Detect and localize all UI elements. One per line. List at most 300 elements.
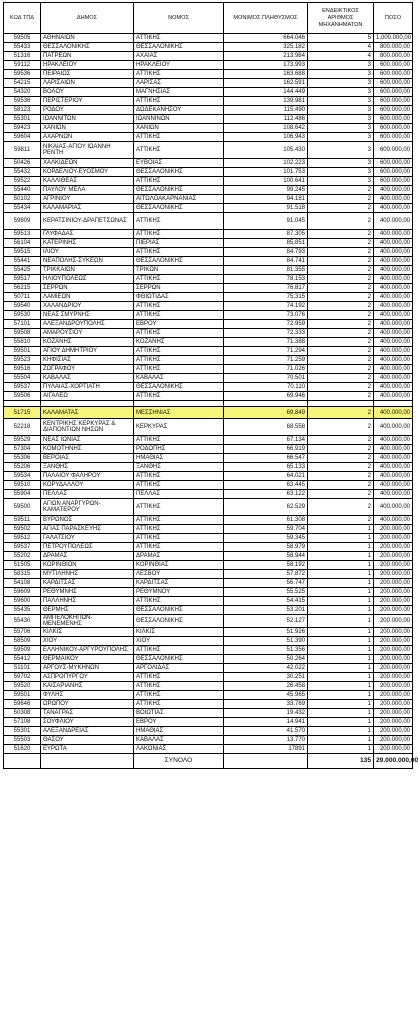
code-cell: 57108 xyxy=(4,718,41,727)
prefecture-cell: ΑΤΤΙΚΗΣ xyxy=(134,70,224,79)
population-cell: 33.769 xyxy=(224,700,308,709)
prefecture-cell: ΘΕΣΣΑΛΟΝΙΚΗΣ xyxy=(134,186,224,195)
amount-cell: 400.000,00 xyxy=(374,383,413,392)
machines-cell: 2 xyxy=(308,356,374,365)
population-cell: 14.941 xyxy=(224,718,308,727)
machines-cell: 2 xyxy=(308,239,374,248)
code-cell: 59809 xyxy=(4,213,41,230)
code-cell: 59702 xyxy=(4,673,41,682)
prefecture-cell: ΤΡΙΚΩΝ xyxy=(134,266,224,275)
population-cell: 55.525 xyxy=(224,588,308,597)
table-row xyxy=(4,177,413,186)
amount-cell: 200.000,00 xyxy=(374,691,413,700)
code-cell: 59516 xyxy=(4,365,41,374)
amount-cell: 600.000,00 xyxy=(374,177,413,186)
prefecture-cell: ΕΒΡΟΥ xyxy=(134,320,224,329)
prefecture-cell: ΑΤΤΙΚΗΣ xyxy=(134,646,224,655)
table-row xyxy=(4,516,413,525)
table-row xyxy=(4,419,413,436)
total-body xyxy=(4,754,418,769)
header-code: ΚΩΔ ΤΠΔ xyxy=(4,3,41,34)
header-municipality: ΔΗΜΟΣ xyxy=(41,3,134,34)
header-machines: ΕΝΔΕΙΚΤΙΚΟΣ ΑΡΙΘΜΟΣ ΜΗΧΑΝΗΜΑΤΩΝ xyxy=(308,3,374,34)
table-row xyxy=(4,534,413,543)
municipality-cell: ΝΕΑΣ ΣΜΥΡΝΗΣ xyxy=(41,311,134,320)
code-cell: 59600 xyxy=(4,597,41,606)
population-cell: 173.993 xyxy=(224,61,308,70)
prefecture-cell: ΘΕΣΣΑΛΟΝΙΚΗΣ xyxy=(134,655,224,664)
population-cell: 85.851 xyxy=(224,239,308,248)
prefecture-cell: ΠΕΛΛΑΣ xyxy=(134,490,224,499)
machines-cell: 1 xyxy=(308,718,374,727)
table-row xyxy=(4,682,413,691)
table-row xyxy=(4,133,413,142)
code-cell: 55440 xyxy=(4,186,41,195)
table-row xyxy=(4,257,413,266)
machines-cell: 2 xyxy=(308,463,374,472)
population-cell: 75.315 xyxy=(224,293,308,302)
amount-cell: 200.000,00 xyxy=(374,736,413,745)
code-cell: 58509 xyxy=(4,637,41,646)
prefecture-cell: ΕΒΡΟΥ xyxy=(134,718,224,727)
table-row xyxy=(4,481,413,490)
prefecture-cell: ΑΤΤΙΚΗΣ xyxy=(134,97,224,106)
amount-cell: 600.000,00 xyxy=(374,168,413,177)
table-row xyxy=(4,718,413,727)
code-cell: 59536 xyxy=(4,70,41,79)
code-cell: 55810 xyxy=(4,338,41,347)
table-row xyxy=(4,213,413,230)
municipality-cell: ΡΕΘΥΜΝΗΣ xyxy=(41,588,134,597)
code-cell: 59530 xyxy=(4,311,41,320)
machines-cell: 2 xyxy=(308,365,374,374)
municipality-cell: ΚΕΝΤΡΙΚΗΣ ΚΕΡΚΥΡΑΣ & ΔΙΑΠΟΝΤΙΩΝ ΝΗΣΩΝ xyxy=(41,419,134,436)
prefecture-cell: ΑΤΤΙΚΗΣ xyxy=(134,543,224,552)
machines-cell: 1 xyxy=(308,561,374,570)
table-row xyxy=(4,70,413,79)
municipality-cell: ΑΜΠΕΛΟΚΗΠΩΝ-ΜΕΝΕΜΕΝΗΣ xyxy=(41,615,134,628)
table-row xyxy=(4,499,413,516)
amount-cell: 200.000,00 xyxy=(374,561,413,570)
population-cell: 30.251 xyxy=(224,673,308,682)
machines-cell: 3 xyxy=(308,115,374,124)
population-cell: 72.333 xyxy=(224,329,308,338)
prefecture-cell: ΑΤΤΙΚΗΣ xyxy=(134,142,224,159)
municipality-cell: ΒΟΛΟΥ xyxy=(41,88,134,97)
municipality-cell: ΙΩΑΝΝΙΤΩΝ xyxy=(41,115,134,124)
table-row xyxy=(4,543,413,552)
municipality-cell: ΜΥΤΙΛΗΝΗΣ xyxy=(41,570,134,579)
prefecture-cell: ΑΤΤΙΚΗΣ xyxy=(134,436,224,445)
header-row xyxy=(4,3,413,34)
machines-cell: 1 xyxy=(308,628,374,637)
prefecture-cell: ΑΙΤΩΛΟΑΚΑΡΝΑΝΙΑΣ xyxy=(134,195,224,204)
code-cell: 52218 xyxy=(4,419,41,436)
machines-cell: 2 xyxy=(308,266,374,275)
prefecture-cell: ΕΥΒΟΙΑΣ xyxy=(134,159,224,168)
amount-cell: 200.000,00 xyxy=(374,570,413,579)
municipality-cell: ΓΛΥΦΑΔΑΣ xyxy=(41,230,134,239)
code-cell: 55706 xyxy=(4,628,41,637)
prefecture-cell: ΔΡΑΜΑΣ xyxy=(134,552,224,561)
table-row xyxy=(4,700,413,709)
machines-cell: 3 xyxy=(308,97,374,106)
machines-cell: 2 xyxy=(308,516,374,525)
code-cell: 55306 xyxy=(4,454,41,463)
population-cell: 19.432 xyxy=(224,709,308,718)
population-cell: 76.817 xyxy=(224,284,308,293)
municipality-cell: ΤΑΝΑΓΡΑΣ xyxy=(41,709,134,718)
table-body-top xyxy=(4,34,413,401)
amount-cell: 200.000,00 xyxy=(374,646,413,655)
amount-cell: 600.000,00 xyxy=(374,106,413,115)
amount-cell: 600.000,00 xyxy=(374,88,413,97)
prefecture-cell: ΚΑΒΑΛΑΣ xyxy=(134,736,224,745)
machines-cell: 1 xyxy=(308,570,374,579)
municipality-cell: ΘΑΣΟΥ xyxy=(41,736,134,745)
table-row xyxy=(4,525,413,534)
population-cell: 70.110 xyxy=(224,383,308,392)
prefecture-cell: ΚΟΖΑΝΗΣ xyxy=(134,338,224,347)
prefecture-cell: ΑΤΤΙΚΗΣ xyxy=(134,700,224,709)
population-cell: 105.430 xyxy=(224,142,308,159)
population-cell: 99.245 xyxy=(224,186,308,195)
amount-cell: 400.000,00 xyxy=(374,329,413,338)
municipality-cell: ΑΓΙΩΝ ΑΝΑΡΓΥΡΩΝ-ΚΑΜΑΤΕΡΟΥ xyxy=(41,499,134,516)
population-cell: 325.182 xyxy=(224,43,308,52)
amount-cell: 400.000,00 xyxy=(374,230,413,239)
table-row xyxy=(4,365,413,374)
prefecture-cell: ΚΟΡΙΝΘΙΑΣ xyxy=(134,561,224,570)
machines-cell: 5 xyxy=(308,34,374,43)
code-cell: 58315 xyxy=(4,570,41,579)
table-row xyxy=(4,552,413,561)
population-cell: 63.122 xyxy=(224,490,308,499)
machines-cell: 2 xyxy=(308,213,374,230)
population-cell: 17891 xyxy=(224,745,308,754)
table-row xyxy=(4,52,413,61)
machines-cell: 1 xyxy=(308,691,374,700)
machines-cell: 1 xyxy=(308,646,374,655)
amount-cell: 400.000,00 xyxy=(374,275,413,284)
population-cell: 144.449 xyxy=(224,88,308,97)
population-cell: 84.741 xyxy=(224,257,308,266)
amount-cell: 600.000,00 xyxy=(374,115,413,124)
amount-cell: 400.000,00 xyxy=(374,257,413,266)
municipality-cell: ΑΛΕΞΑΝΔΡΕΙΑΣ xyxy=(41,727,134,736)
machines-cell: 3 xyxy=(308,142,374,159)
population-cell: 664.046 xyxy=(224,34,308,43)
municipality-cell: ΛΑΜΙΕΩΝ xyxy=(41,293,134,302)
code-cell: 59513 xyxy=(4,230,41,239)
code-cell: 51715 xyxy=(4,407,41,419)
machines-cell: 2 xyxy=(308,195,374,204)
machines-cell: 1 xyxy=(308,736,374,745)
prefecture-cell: ΚΙΛΚΙΣ xyxy=(134,628,224,637)
municipality-cell: ΑΛΕΞΑΝΔΡΟΥΠΟΛΗΣ xyxy=(41,320,134,329)
total-amount: 29.000.000,00 xyxy=(374,754,413,769)
municipality-cell: ΠΕΤΡΟΥΠΟΛΕΩΣ xyxy=(41,543,134,552)
population-cell: 70.501 xyxy=(224,374,308,383)
municipality-cell: ΘΕΡΜΑΙΚΟΥ xyxy=(41,655,134,664)
municipality-cell: ΘΕΣΣΑΛΟΝΙΚΗΣ xyxy=(41,43,134,52)
municipality-cell: ΧΑΝΙΩΝ xyxy=(41,124,134,133)
population-cell: 162.591 xyxy=(224,79,308,88)
prefecture-cell: ΑΤΤΙΚΗΣ xyxy=(134,525,224,534)
amount-cell: 200.000,00 xyxy=(374,525,413,534)
amount-cell: 200.000,00 xyxy=(374,615,413,628)
code-cell: 55202 xyxy=(4,552,41,561)
municipality-cell: ΝΕΑΠΟΛΗΣ-ΣΥΚΕΩΝ xyxy=(41,257,134,266)
population-cell: 52.127 xyxy=(224,615,308,628)
population-cell: 57.872 xyxy=(224,570,308,579)
table-row xyxy=(4,34,413,43)
amount-cell: 400.000,00 xyxy=(374,239,413,248)
table-row xyxy=(4,597,413,606)
municipality-cell: ΚΟΡΙΝΘΙΩΝ xyxy=(41,561,134,570)
amount-cell: 400.000,00 xyxy=(374,195,413,204)
code-cell: 59646 xyxy=(4,700,41,709)
municipality-cell: ΖΩΓΡΑΦΟΥ xyxy=(41,365,134,374)
table-row xyxy=(4,561,413,570)
machines-cell: 2 xyxy=(308,204,374,213)
code-cell: 56104 xyxy=(4,239,41,248)
code-cell: 55430 xyxy=(4,615,41,628)
amount-cell: 400.000,00 xyxy=(374,374,413,383)
machines-cell: 1 xyxy=(308,682,374,691)
table-row xyxy=(4,490,413,499)
population-cell: 139.981 xyxy=(224,97,308,106)
code-cell: 59501 xyxy=(4,691,41,700)
population-cell: 112.486 xyxy=(224,115,308,124)
prefecture-cell: ΛΑΚΩΝΙΑΣ xyxy=(134,745,224,754)
municipality-cell: ΚΟΖΑΝΗΣ xyxy=(41,338,134,347)
population-cell: 108.642 xyxy=(224,124,308,133)
amount-cell: 400.000,00 xyxy=(374,463,413,472)
population-cell: 81.355 xyxy=(224,266,308,275)
machines-cell: 1 xyxy=(308,709,374,718)
code-cell: 59502 xyxy=(4,525,41,534)
prefecture-cell: ΔΩΔΕΚΑΝΗΣΟΥ xyxy=(134,106,224,115)
population-cell: 58.944 xyxy=(224,552,308,561)
table-row xyxy=(4,115,413,124)
prefecture-cell: ΑΤΤΙΚΗΣ xyxy=(134,534,224,543)
machines-cell: 2 xyxy=(308,338,374,347)
municipality-cell: ΦΥΛΗΣ xyxy=(41,691,134,700)
total-row xyxy=(4,754,413,769)
machines-cell: 1 xyxy=(308,700,374,709)
amount-cell: 200.000,00 xyxy=(374,718,413,727)
amount-cell: 200.000,00 xyxy=(374,534,413,543)
table-row xyxy=(4,275,413,284)
municipality-cell: ΗΡΑΚΛΕΙΟΥ xyxy=(41,61,134,70)
population-cell: 69.946 xyxy=(224,392,308,401)
amount-cell: 400.000,00 xyxy=(374,293,413,302)
amount-cell: 600.000,00 xyxy=(374,142,413,159)
prefecture-cell: ΣΕΡΡΩΝ xyxy=(134,284,224,293)
prefecture-cell: ΗΜΑΘΙΑΣ xyxy=(134,454,224,463)
machines-cell: 1 xyxy=(308,637,374,646)
population-cell: 72.959 xyxy=(224,320,308,329)
machines-cell: 1 xyxy=(308,655,374,664)
municipality-cell: ΑΓΙΟΥ ΔΗΜΗΤΡΙΟΥ xyxy=(41,347,134,356)
code-cell: 51620 xyxy=(4,745,41,754)
prefecture-cell: ΒΟΙΩΤΙΑΣ xyxy=(134,709,224,718)
code-cell: 59540 xyxy=(4,302,41,311)
code-cell: 55503 xyxy=(4,736,41,745)
code-cell: 54108 xyxy=(4,579,41,588)
machines-cell: 3 xyxy=(308,79,374,88)
table-row xyxy=(4,628,413,637)
municipality-cell: ΑΘΗΝΑΙΩΝ xyxy=(41,34,134,43)
municipality-cell: ΑΙΓΑΛΕΩ xyxy=(41,392,134,401)
population-cell: 101.753 xyxy=(224,168,308,177)
code-cell: 59512 xyxy=(4,534,41,543)
machines-cell: 1 xyxy=(308,673,374,682)
prefecture-cell: ΗΜΑΘΙΑΣ xyxy=(134,727,224,736)
amount-cell: 200.000,00 xyxy=(374,709,413,718)
machines-cell: 2 xyxy=(308,186,374,195)
municipality-cell: ΣΕΡΡΩΝ xyxy=(41,284,134,293)
table-row xyxy=(4,588,413,597)
code-cell: 59511 xyxy=(4,516,41,525)
population-cell: 64.021 xyxy=(224,472,308,481)
machines-cell: 2 xyxy=(308,407,374,419)
population-cell: 74.192 xyxy=(224,302,308,311)
prefecture-cell: ΑΤΤΙΚΗΣ xyxy=(134,177,224,186)
code-cell: 57304 xyxy=(4,445,41,454)
table-row xyxy=(4,142,413,159)
code-cell: 59506 xyxy=(4,392,41,401)
amount-cell: 400.000,00 xyxy=(374,338,413,347)
machines-cell: 3 xyxy=(308,70,374,79)
table-row xyxy=(4,646,413,655)
amount-cell: 400.000,00 xyxy=(374,320,413,329)
population-cell: 51.926 xyxy=(224,628,308,637)
machines-cell: 2 xyxy=(308,293,374,302)
table-row xyxy=(4,736,413,745)
municipality-cell: ΣΟΥΦΛΙΟΥ xyxy=(41,718,134,727)
machines-cell: 1 xyxy=(308,727,374,736)
prefecture-cell: ΑΤΤΙΚΗΣ xyxy=(134,347,224,356)
table-row xyxy=(4,88,413,97)
code-cell: 54215 xyxy=(4,79,41,88)
code-cell: 54320 xyxy=(4,88,41,97)
population-cell: 115.490 xyxy=(224,106,308,115)
code-cell: 56215 xyxy=(4,284,41,293)
table-row xyxy=(4,463,413,472)
code-cell: 59604 xyxy=(4,133,41,142)
municipality-cell: ΒΕΡΟΙΑΣ xyxy=(41,454,134,463)
municipality-cell: ΡΟΔΟΥ xyxy=(41,106,134,115)
machines-cell: 2 xyxy=(308,454,374,463)
municipality-cell: ΚΑΛΑΜΑΤΑΣ xyxy=(41,407,134,419)
code-cell: 51505 xyxy=(4,561,41,570)
code-cell: 55435 xyxy=(4,606,41,615)
code-cell: 59520 xyxy=(4,682,41,691)
prefecture-cell: ΑΤΤΙΚΗΣ xyxy=(134,691,224,700)
code-cell: 55301 xyxy=(4,115,41,124)
code-cell: 59510 xyxy=(4,481,41,490)
amount-cell: 400.000,00 xyxy=(374,436,413,445)
prefecture-cell: ΑΤΤΙΚΗΣ xyxy=(134,597,224,606)
amount-cell: 400.000,00 xyxy=(374,311,413,320)
prefecture-cell: ΛΑΡΙΣΑΣ xyxy=(134,79,224,88)
machines-cell: 1 xyxy=(308,579,374,588)
machines-cell: 1 xyxy=(308,664,374,673)
population-cell: 71.026 xyxy=(224,365,308,374)
table-row xyxy=(4,168,413,177)
amount-cell: 200.000,00 xyxy=(374,543,413,552)
amount-cell: 400.000,00 xyxy=(374,248,413,257)
municipality-cell: ΚΟΡΥΔΑΛΛΟΥ xyxy=(41,481,134,490)
table-row xyxy=(4,727,413,736)
population-cell: 87.305 xyxy=(224,230,308,239)
municipality-cell: ΒΥΡΩΝΟΣ xyxy=(41,516,134,525)
municipality-cell: ΔΡΑΜΑΣ xyxy=(41,552,134,561)
amount-cell: 400.000,00 xyxy=(374,365,413,374)
prefecture-cell: ΜΕΣΣΗΝΙΑΣ xyxy=(134,407,224,419)
prefecture-cell: ΑΤΤΙΚΗΣ xyxy=(134,230,224,239)
machines-cell: 2 xyxy=(308,284,374,293)
amount-cell: 200.000,00 xyxy=(374,682,413,691)
code-cell: 59522 xyxy=(4,177,41,186)
code-cell: 58123 xyxy=(4,106,41,115)
municipality-cell: ΞΑΝΘΗΣ xyxy=(41,463,134,472)
table-row xyxy=(4,159,413,168)
prefecture-cell: ΛΕΣΒΟΥ xyxy=(134,570,224,579)
prefecture-cell: ΑΤΤΙΚΗΣ xyxy=(134,248,224,257)
code-cell: 59537 xyxy=(4,543,41,552)
table-row xyxy=(4,606,413,615)
prefecture-cell: ΘΕΣΣΑΛΟΝΙΚΗΣ xyxy=(134,606,224,615)
prefecture-cell: ΑΤΤΙΚΗΣ xyxy=(134,516,224,525)
municipality-cell: ΠΥΛΑΙΑΣ-ΧΟΡΤΙΑΤΗ xyxy=(41,383,134,392)
machines-cell: 2 xyxy=(308,383,374,392)
code-cell: 50426 xyxy=(4,159,41,168)
municipality-cell: ΑΧΑΡΝΩΝ xyxy=(41,133,134,142)
amount-cell: 200.000,00 xyxy=(374,579,413,588)
code-cell: 59515 xyxy=(4,248,41,257)
code-cell: 59523 xyxy=(4,356,41,365)
code-cell: 55904 xyxy=(4,490,41,499)
amount-cell: 400.000,00 xyxy=(374,516,413,525)
machines-cell: 3 xyxy=(308,159,374,168)
population-cell: 53.201 xyxy=(224,606,308,615)
population-cell: 73.076 xyxy=(224,311,308,320)
amount-cell: 600.000,00 xyxy=(374,124,413,133)
municipality-cell: ΕΛΛΗΝΙΚΟΥ-ΑΡΓΥΡΟΥΠΟΛΗΣ xyxy=(41,646,134,655)
machines-cell: 2 xyxy=(308,320,374,329)
total-label: ΣΥΝΟΛΟ xyxy=(134,754,224,769)
population-cell: 62.529 xyxy=(224,499,308,516)
prefecture-cell: ΚΑΡΔΙΤΣΑΣ xyxy=(134,579,224,588)
municipality-cell: ΠΕΛΛΑΣ xyxy=(41,490,134,499)
municipality-cell: ΑΓΡΙΝΙΟΥ xyxy=(41,195,134,204)
table-row xyxy=(4,436,413,445)
code-cell: 50102 xyxy=(4,195,41,204)
population-cell: 54.415 xyxy=(224,597,308,606)
machines-cell: 2 xyxy=(308,419,374,436)
table-row xyxy=(4,691,413,700)
population-cell: 78.153 xyxy=(224,275,308,284)
population-cell: 65.133 xyxy=(224,463,308,472)
code-cell: 59536 xyxy=(4,97,41,106)
population-cell: 71.388 xyxy=(224,338,308,347)
population-cell: 68.558 xyxy=(224,419,308,436)
header-amount: ΠΟΣΟ xyxy=(374,3,413,34)
population-cell: 13.770 xyxy=(224,736,308,745)
